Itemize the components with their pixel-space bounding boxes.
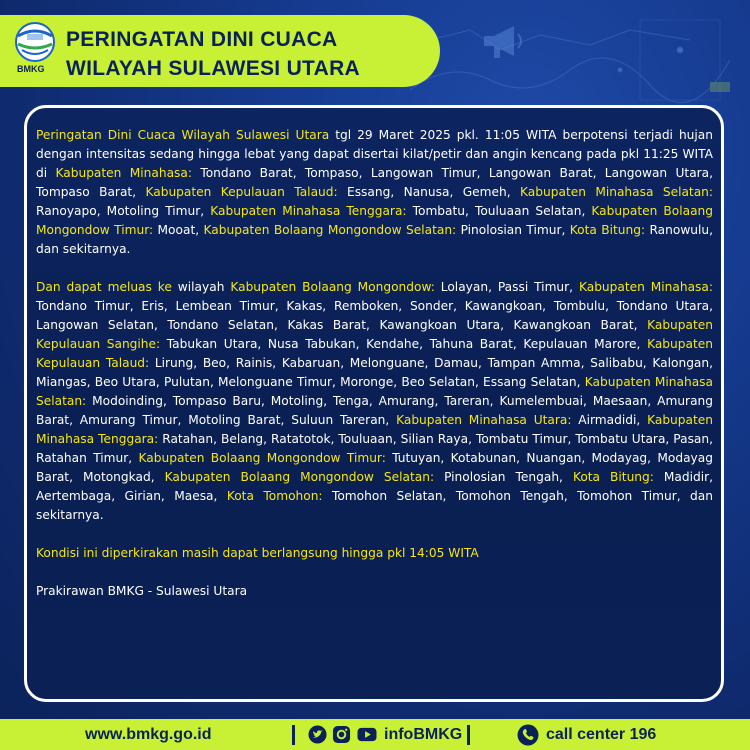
instagram-icon[interactable] [332, 725, 351, 744]
area-list-text: Ranoyapo, Motoling Timur, [36, 204, 211, 218]
footer-divider [467, 725, 470, 745]
region-name: Kota Bitung: [569, 223, 646, 237]
region-name: Kabupaten Minahasa Selatan: [36, 375, 713, 408]
area-list-text: Tombatu, Touluaan Selatan, [406, 204, 592, 218]
area-list-text: Ratahan, Belang, Ratatotok, Touluaan, Silian Raya, Tombatu Timur, Tombatu Utara, Pasan, Ratahan Timur, [36, 432, 713, 465]
area-list-text: Tondano Timur, Eris, Lembean Timur, Kakas, Remboken, Sonder, Kawangkoan, Tombulu, Tondano Utara, Langowan Selatan, Tondano Selatan, Kakas Barat, Kawangkoan Utara, Kawangkoan Barat, [36, 299, 713, 332]
page-title-line2: WILAYAH SULAWESI UTARA [66, 57, 361, 80]
footer-divider [292, 725, 295, 745]
region-name: Kabupaten Bolaang Mongondow Selatan: [203, 223, 457, 237]
forecaster-signature: Prakirawan BMKG - Sulawesi Utara [36, 584, 248, 598]
region-name: Kabupaten Minahasa Tenggara: [210, 204, 407, 218]
region-name: Kabupaten Bolaang Mongondow Timur: [36, 204, 713, 237]
region-name: Kabupaten Kepulauan Talaud: [145, 185, 338, 199]
background-map-decoration [390, 0, 750, 120]
page-title-line1: PERINGATAN DINI CUACA [66, 28, 338, 51]
area-list-text: Lolayan, Passi Timur, [434, 280, 579, 294]
area-list-text: Pinolosian Tengah, [434, 470, 573, 484]
phone-icon [517, 724, 539, 746]
area-list-text: Essang, Nanusa, Gemeh, [337, 185, 521, 199]
logo-text: BMKG [17, 64, 45, 74]
warning-paragraph-1 [36, 126, 713, 259]
region-name: Kota Tomohon: [226, 489, 323, 503]
area-list-text: Pinolosian Timur, [456, 223, 570, 237]
warning-content [36, 126, 713, 620]
region-name: Kabupaten Minahasa Utara: [396, 413, 572, 427]
area-list-text: wilayah [171, 280, 231, 294]
social-handle[interactable]: infoBMKG [384, 726, 463, 743]
area-list-text: tgl 29 Maret 2025 pkl. 11:05 WITA berpotensi terjadi hujan dengan intensitas sedang hingga lebat yang dapat disertai kilat/petir dan angin kencang pada pkl 11:25 WITA di [36, 128, 713, 180]
region-name: Kabupaten Bolaang Mongondow Timur: [138, 451, 386, 465]
region-name: Peringatan Dini Cuaca Wilayah Sulawesi Utara [36, 128, 330, 142]
twitter-icon[interactable] [308, 725, 327, 744]
megaphone-icon [480, 22, 526, 62]
region-name: Kabupaten Minahasa: [55, 166, 192, 180]
area-list-text: Tutuyan, Kotabunan, Nuangan, Modayag, Modayag Barat, Motongkad, [36, 451, 713, 484]
area-list-text: Madidir, Aertembaga, Girian, Maesa, [36, 470, 713, 503]
region-name: Kabupaten Bolaang Mongondow Selatan: [164, 470, 435, 484]
youtube-icon[interactable] [356, 725, 378, 744]
area-list-text: Mooat, [153, 223, 204, 237]
region-name: Kota Bitung: [572, 470, 654, 484]
region-name: Kabupaten Minahasa: [578, 280, 713, 294]
region-name: Kabupaten Kepulauan Talaud: [36, 337, 713, 370]
area-list-text: Lirung, Beo, Rainis, Kabaruan, Melonguane, Damau, Tampan Amma, Salibabu, Kalongan, Miangas, Beo Utara, Pulutan, Melonguane Timur, Moronge, Beo Selatan, Essang Selatan, [36, 356, 714, 389]
area-list-text: Tomohon Selatan, Tomohon Tengah, Tomohon Timur, dan sekitarnya. [36, 489, 713, 522]
website-link[interactable]: www.bmkg.go.id [85, 726, 212, 743]
region-name: Kabupaten Bolaang Mongondow: [230, 280, 435, 294]
area-list-text: Tabukan Utara, Nusa Tabukan, Kendahe, Tahuna Barat, Kepulauan Marore, [160, 337, 648, 351]
duration-note: Kondisi ini diperkirakan masih dapat berlangsung hingga pkl 14:05 WITA [36, 546, 479, 560]
area-list-text: Ranowulu, dan sekitarnya. [36, 223, 713, 256]
area-list-text: Modoinding, Tompaso Baru, Motoling, Tenga, Amurang, Tareran, Kumelembuai, Maesaan, Amurang Barat, Amurang Timur, Motoling Barat, Suluun Tareran, [36, 394, 713, 427]
region-name: Kabupaten Minahasa Selatan: [520, 185, 714, 199]
area-list-text: Tondano Barat, Tompaso, Langowan Timur, Langowan Barat, Langowan Utara, Tompaso Barat, [36, 166, 714, 199]
call-center[interactable]: call center 196 [546, 726, 657, 743]
region-name: Dan dapat meluas ke [36, 280, 172, 294]
warning-paragraph-2 [36, 278, 713, 525]
area-list-text: Airmadidi, [571, 413, 648, 427]
footer-bar [0, 719, 750, 750]
region-name: Kabupaten Kepulauan Sangihe: [36, 318, 713, 351]
region-name: Kabupaten Minahasa Tenggara: [36, 413, 713, 446]
